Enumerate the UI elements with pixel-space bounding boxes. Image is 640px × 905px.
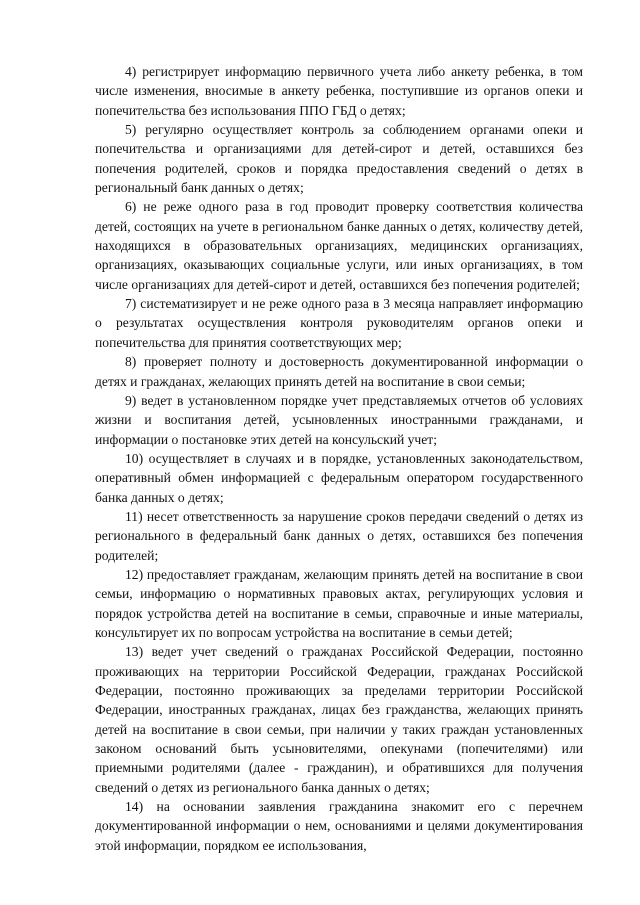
paragraph-item-9: 9) ведет в установленном порядке учет представляемых отчетов об условиях жизни и воспитания детей, усыновленных иностранными гражданами, и информации о постановке этих детей на консульский учет; bbox=[95, 392, 583, 447]
paragraph-item-13: 13) ведет учет сведений о гражданах Российской Федерации, постоянно проживающих на территории Российской Федерации, гражданах Российской Федерации, постоянно проживающих за пределами территории Российской Федерации, иностранных гражданах, лицах без гражданства, желающих принять детей на воспитание в свои семьи, при наличии у таких граждан установленных законом оснований быть усыновителями, опекунами (попечителями) или приемными родителями (далее - гражданин), и обратившихся для получения сведений о детях из регионального банка данных о детях; bbox=[95, 644, 583, 795]
document-body bbox=[95, 62, 583, 855]
paragraph-item-10: 10) осуществляет в случаях и в порядке, установленных законодательством, оперативный обмен информацией с федеральным оператором государственного банка данных о детях; bbox=[95, 450, 583, 505]
paragraph-item-5: 5) регулярно осуществляет контроль за соблюдением органами опеки и попечительства и организациями для детей-сирот и детей, оставшихся без попечения родителей, сроков и порядка предоставления сведений о детях в региональный банк данных о детях; bbox=[95, 122, 583, 196]
paragraph-item-14: 14) на основании заявления гражданина знакомит его с перечнем документированной информации о нем, основаниями и целями документирования этой информации, порядком ее использования, bbox=[95, 799, 583, 853]
paragraph-item-8: 8) проверяет полноту и достоверность документированной информации о детях и гражданах, желающих принять детей на воспитание в свои семьи; bbox=[95, 354, 583, 389]
paragraph-item-12: 12) предоставляет гражданам, желающим принять детей на воспитание в свои семьи, информацию о нормативных правовых актах, регулирующих условия и порядок устройства детей на воспитание в семьи, справочные и иные материалы, консультирует их по вопросам устройства на воспитание в семьи детей; bbox=[95, 566, 583, 640]
paragraph-item-4: 4) регистрирует информацию первичного учета либо анкету ребенка, в том числе изменения, вносимые в анкету ребенка, поступившие из органов опеки и попечительства без использования ППО ГБД о детях; bbox=[95, 64, 583, 118]
paragraph-item-6: 6) не реже одного раза в год проводит проверку соответствия количества детей, состоящих на учете в региональном банке данных о детях, количеству детей, находящихся в образовательных организациях, медицинских организациях, организациях, оказывающих социальные услуги, или иных организациях, в том числе организациях для детей-сирот и детей, оставшихся без попечения родителей; bbox=[95, 199, 583, 292]
paragraph-item-11: 11) несет ответственность за нарушение сроков передачи сведений о детях из регионального в федеральный банк данных о детях, оставшихся без попечения родителей; bbox=[95, 508, 583, 563]
paragraph-item-7: 7) систематизирует и не реже одного раза в 3 месяца направляет информацию о результатах осуществления контроля руководителям органов опеки и попечительства для принятия соответствующих мер; bbox=[95, 296, 583, 350]
